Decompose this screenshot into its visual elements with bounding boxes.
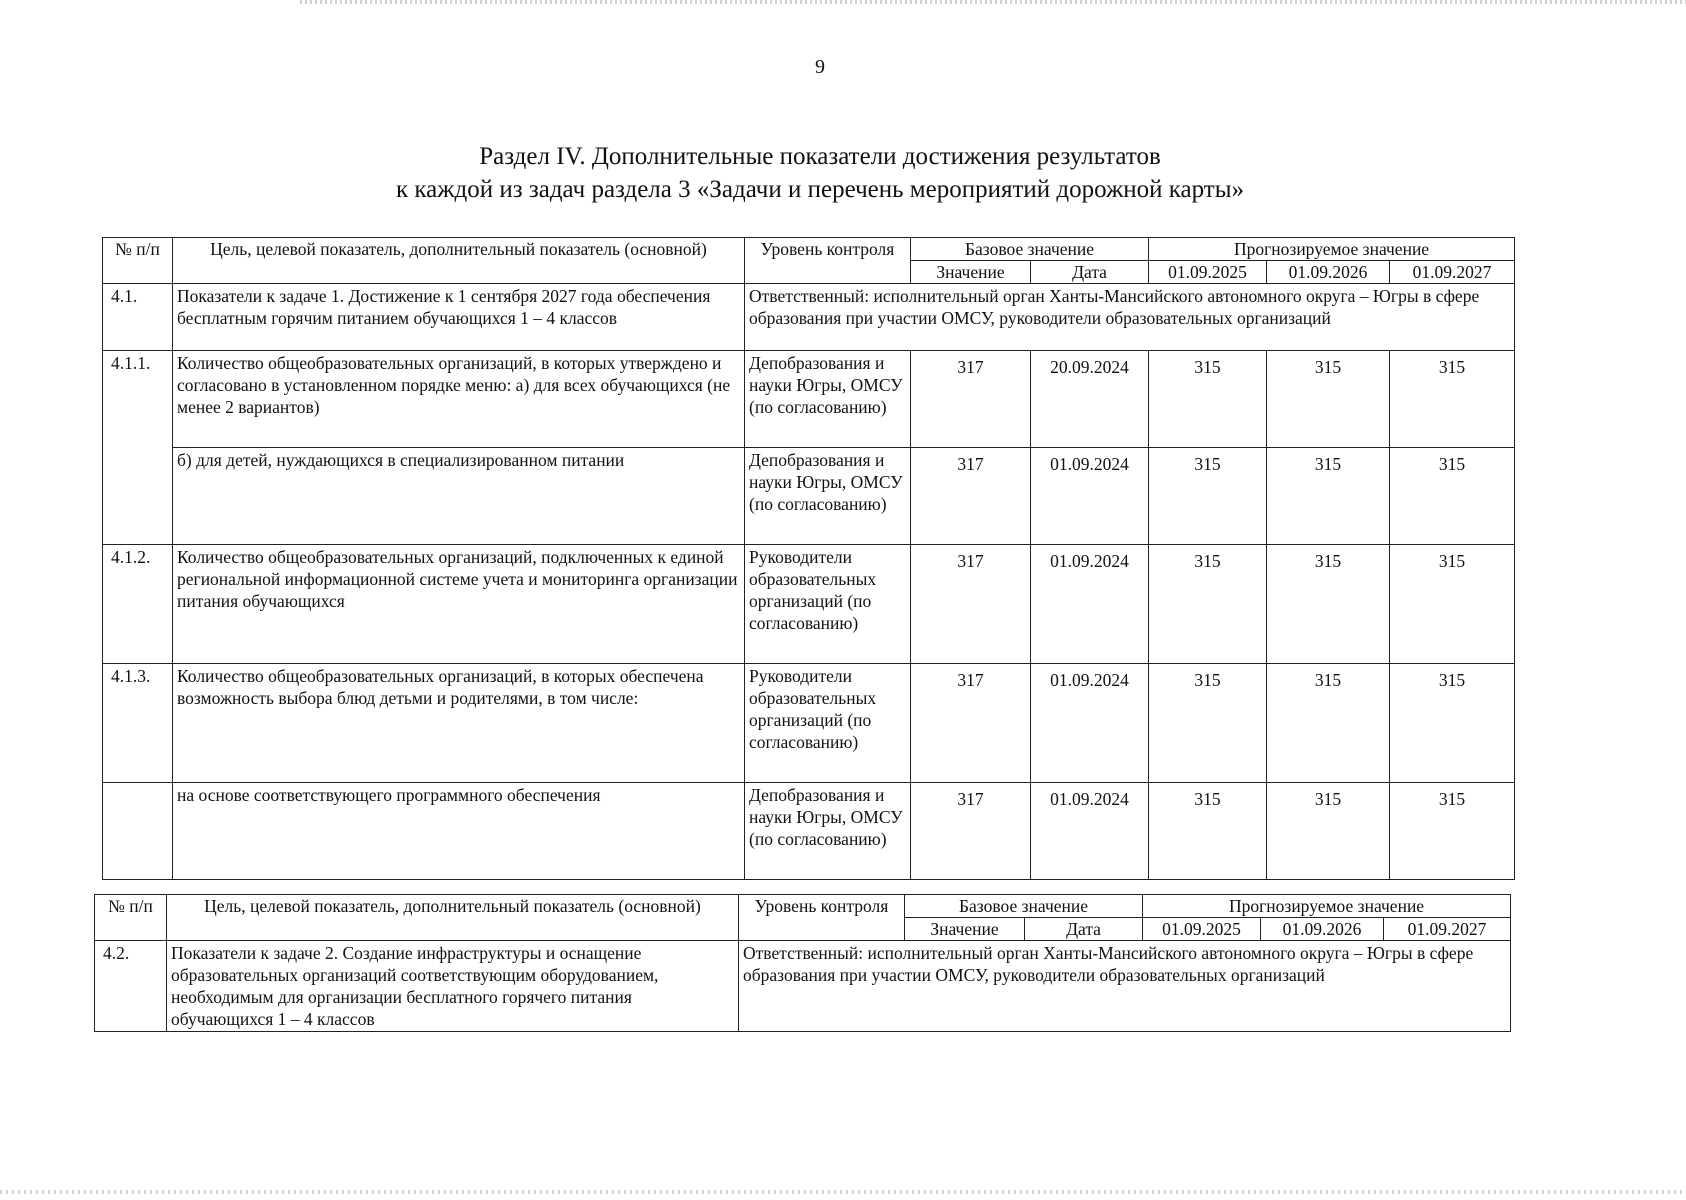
row-base-date: 01.09.2024 <box>1031 545 1149 664</box>
row-text: на основе соответствующего программного обеспечения <box>173 783 745 880</box>
row-base-value: 317 <box>911 783 1031 880</box>
header-forecast-2026: 01.09.2026 <box>1267 261 1390 284</box>
header-forecast-2025: 01.09.2025 <box>1149 261 1267 284</box>
row-forecast-2026: 315 <box>1267 545 1390 664</box>
row-forecast-2026: 315 <box>1267 783 1390 880</box>
table-row <box>103 664 1515 783</box>
table-row <box>103 783 1515 880</box>
row-forecast-2026: 315 <box>1267 664 1390 783</box>
header-num: № п/п <box>103 238 173 284</box>
row-forecast-2026: 315 <box>1267 448 1390 545</box>
header-goal: Цель, целевой показатель, дополнительный показатель (основной) <box>173 238 745 284</box>
row-forecast-2025: 315 <box>1149 664 1267 783</box>
header-base: Базовое значение <box>911 238 1149 261</box>
row-base-value: 317 <box>911 664 1031 783</box>
row-forecast-2026: 315 <box>1267 351 1390 448</box>
scan-edge-top <box>300 0 1686 4</box>
header-num: № п/п <box>95 895 167 941</box>
header-forecast-2025: 01.09.2025 <box>1143 918 1261 941</box>
header-base-date: Дата <box>1025 918 1143 941</box>
header-forecast-2027: 01.09.2027 <box>1384 918 1511 941</box>
row-text: б) для детей, нуждающихся в специализированном питании <box>173 448 745 545</box>
header-base-date: Дата <box>1031 261 1149 284</box>
row-text: Количество общеобразовательных организаций, в которых утверждено и согласовано в установленном порядке меню: а) для всех обучающихся (не менее 2 вариантов) <box>173 351 745 448</box>
row-num: 4.1.3. <box>103 664 173 783</box>
table-header-row <box>95 895 1511 918</box>
row-forecast-2027: 315 <box>1390 545 1515 664</box>
row-num: 4.1.2. <box>103 545 173 664</box>
table-header-row <box>103 238 1515 261</box>
row-base-value: 317 <box>911 351 1031 448</box>
row-control: Депобразования и науки Югры, ОМСУ (по согласованию) <box>745 448 911 545</box>
row-control: Депобразования и науки Югры, ОМСУ (по согласованию) <box>745 783 911 880</box>
task-row <box>103 284 1515 351</box>
row-forecast-2027: 315 <box>1390 448 1515 545</box>
table-row <box>103 545 1515 664</box>
section-title-line-2: к каждой из задач раздела 3 «Задачи и перечень мероприятий дорожной карты» <box>395 176 1245 203</box>
row-forecast-2025: 315 <box>1149 783 1267 880</box>
row-forecast-2027: 315 <box>1390 783 1515 880</box>
row-control: Руководители образовательных организаций (по согласованию) <box>745 664 911 783</box>
row-forecast-2025: 315 <box>1149 351 1267 448</box>
table-row <box>103 351 1515 448</box>
table-row <box>103 448 1515 545</box>
task-row <box>95 941 1511 1032</box>
section-title-line-1: Раздел IV. Дополнительные показатели достижения результатов <box>479 143 1161 170</box>
header-base-value: Значение <box>911 261 1031 284</box>
header-base-value: Значение <box>905 918 1025 941</box>
section-title <box>0 140 1640 206</box>
row-num: 4.2. <box>95 941 167 1032</box>
header-forecast-2027: 01.09.2027 <box>1390 261 1515 284</box>
row-forecast-2025: 315 <box>1149 448 1267 545</box>
indicators-table-task-2 <box>94 894 1511 1032</box>
row-base-value: 317 <box>911 448 1031 545</box>
header-forecast: Прогнозируемое значение <box>1143 895 1511 918</box>
row-num: 4.1.1. <box>103 351 173 545</box>
row-text: Количество общеобразовательных организаций, подключенных к единой региональной информационной системе учета и мониторинга организации питания обучающихся <box>173 545 745 664</box>
header-goal: Цель, целевой показатель, дополнительный показатель (основной) <box>167 895 739 941</box>
responsible-cell: Ответственный: исполнительный орган Ханты-Мансийского автономного округа – Югры в сфере образования при участии ОМСУ, руководители образовательных организаций <box>745 284 1515 351</box>
row-control: Руководители образовательных организаций (по согласованию) <box>745 545 911 664</box>
row-control: Депобразования и науки Югры, ОМСУ (по согласованию) <box>745 351 911 448</box>
row-base-date: 20.09.2024 <box>1031 351 1149 448</box>
row-text: Показатели к задаче 1. Достижение к 1 сентября 2027 года обеспечения бесплатным горячим питанием обучающихся 1 – 4 классов <box>173 284 745 351</box>
header-forecast-2026: 01.09.2026 <box>1261 918 1384 941</box>
scan-edge-bottom <box>0 1190 1686 1194</box>
row-text: Показатели к задаче 2. Создание инфраструктуры и оснащение образовательных организаций соответствующим оборудованием, необходимым для организации бесплатного горячего питания обучающихся 1 – 4 классов <box>167 941 739 1032</box>
page-number: 9 <box>815 56 825 78</box>
row-num <box>103 783 173 880</box>
row-text: Количество общеобразовательных организаций, в которых обеспечена возможность выбора блюд детьми и родителями, в том числе: <box>173 664 745 783</box>
header-control: Уровень контроля <box>745 238 911 284</box>
row-base-date: 01.09.2024 <box>1031 664 1149 783</box>
row-num: 4.1. <box>103 284 173 351</box>
header-control: Уровень контроля <box>739 895 905 941</box>
row-base-date: 01.09.2024 <box>1031 783 1149 880</box>
row-forecast-2027: 315 <box>1390 664 1515 783</box>
header-forecast: Прогнозируемое значение <box>1149 238 1515 261</box>
row-base-value: 317 <box>911 545 1031 664</box>
header-base: Базовое значение <box>905 895 1143 918</box>
row-forecast-2027: 315 <box>1390 351 1515 448</box>
row-base-date: 01.09.2024 <box>1031 448 1149 545</box>
indicators-table-task-1 <box>102 237 1515 880</box>
responsible-cell: Ответственный: исполнительный орган Ханты-Мансийского автономного округа – Югры в сфере образования при участии ОМСУ, руководители образовательных организаций <box>739 941 1511 1032</box>
row-forecast-2025: 315 <box>1149 545 1267 664</box>
